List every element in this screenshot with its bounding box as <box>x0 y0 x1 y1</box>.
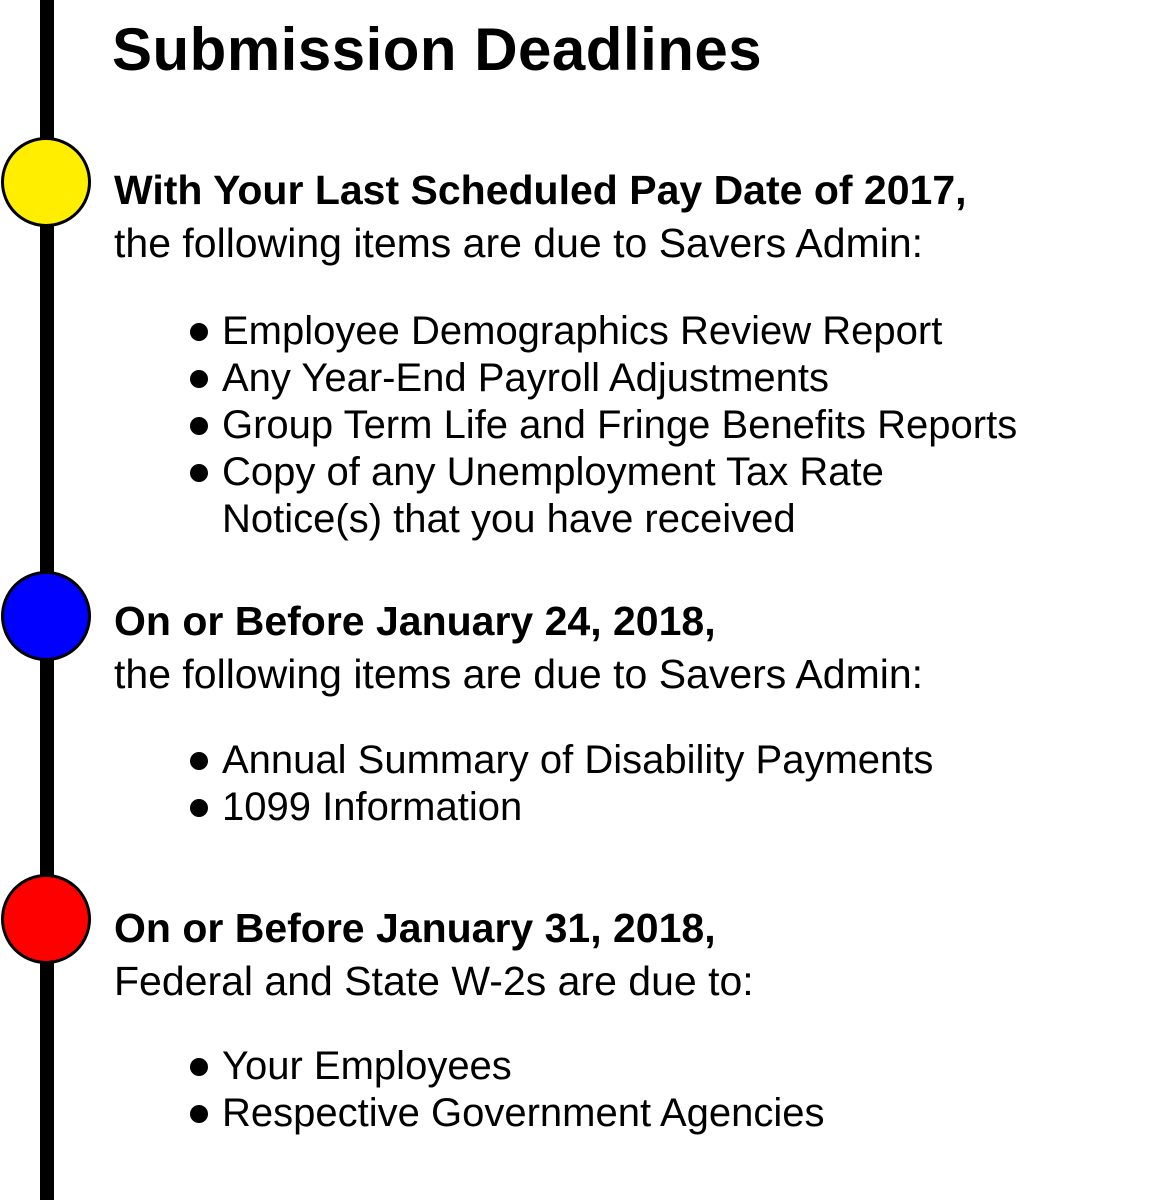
deadline-subtext: the following items are due to Savers Admin: <box>114 651 924 697</box>
deadline-heading: On or Before January 24, 2018, <box>114 598 716 644</box>
timeline-marker-yellow <box>1 137 91 227</box>
bullet-icon <box>190 1105 208 1123</box>
bullet-icon <box>190 370 208 388</box>
deadline-item-list <box>190 737 933 831</box>
deadline-section-3 <box>114 903 1144 1135</box>
list-item: Employee Demographics Review Report <box>190 308 1017 355</box>
timeline-marker-blue <box>1 571 91 661</box>
bullet-icon <box>190 417 208 435</box>
list-item: Annual Summary of Disability Payments <box>190 737 933 784</box>
list-item: Copy of any Unemployment Tax Rate Notice(s) that you have received <box>190 449 1017 543</box>
list-item: Respective Government Agencies <box>190 1090 825 1137</box>
deadline-item-list <box>190 1043 825 1137</box>
deadline-section-2 <box>114 596 1144 829</box>
list-item: 1099 Information <box>190 784 933 831</box>
bullet-icon <box>190 752 208 770</box>
list-item: Group Term Life and Fringe Benefits Reports <box>190 402 1017 449</box>
deadline-heading: With Your Last Scheduled Pay Date of 2017, <box>114 167 967 213</box>
bullet-icon <box>190 1058 208 1076</box>
deadline-item-list <box>190 308 1017 543</box>
timeline-marker-red <box>1 874 91 964</box>
list-item: Any Year-End Payroll Adjustments <box>190 355 1017 402</box>
deadline-subtext: the following items are due to Savers Admin: <box>114 220 924 266</box>
page-title: Submission Deadlines <box>112 16 763 83</box>
bullet-icon <box>190 799 208 817</box>
deadline-subtext: Federal and State W-2s are due to: <box>114 958 754 1004</box>
bullet-icon <box>190 464 208 482</box>
bullet-icon <box>190 323 208 341</box>
list-item: Your Employees <box>190 1043 825 1090</box>
deadline-heading: On or Before January 31, 2018, <box>114 905 716 951</box>
deadline-section-1 <box>114 165 1144 541</box>
